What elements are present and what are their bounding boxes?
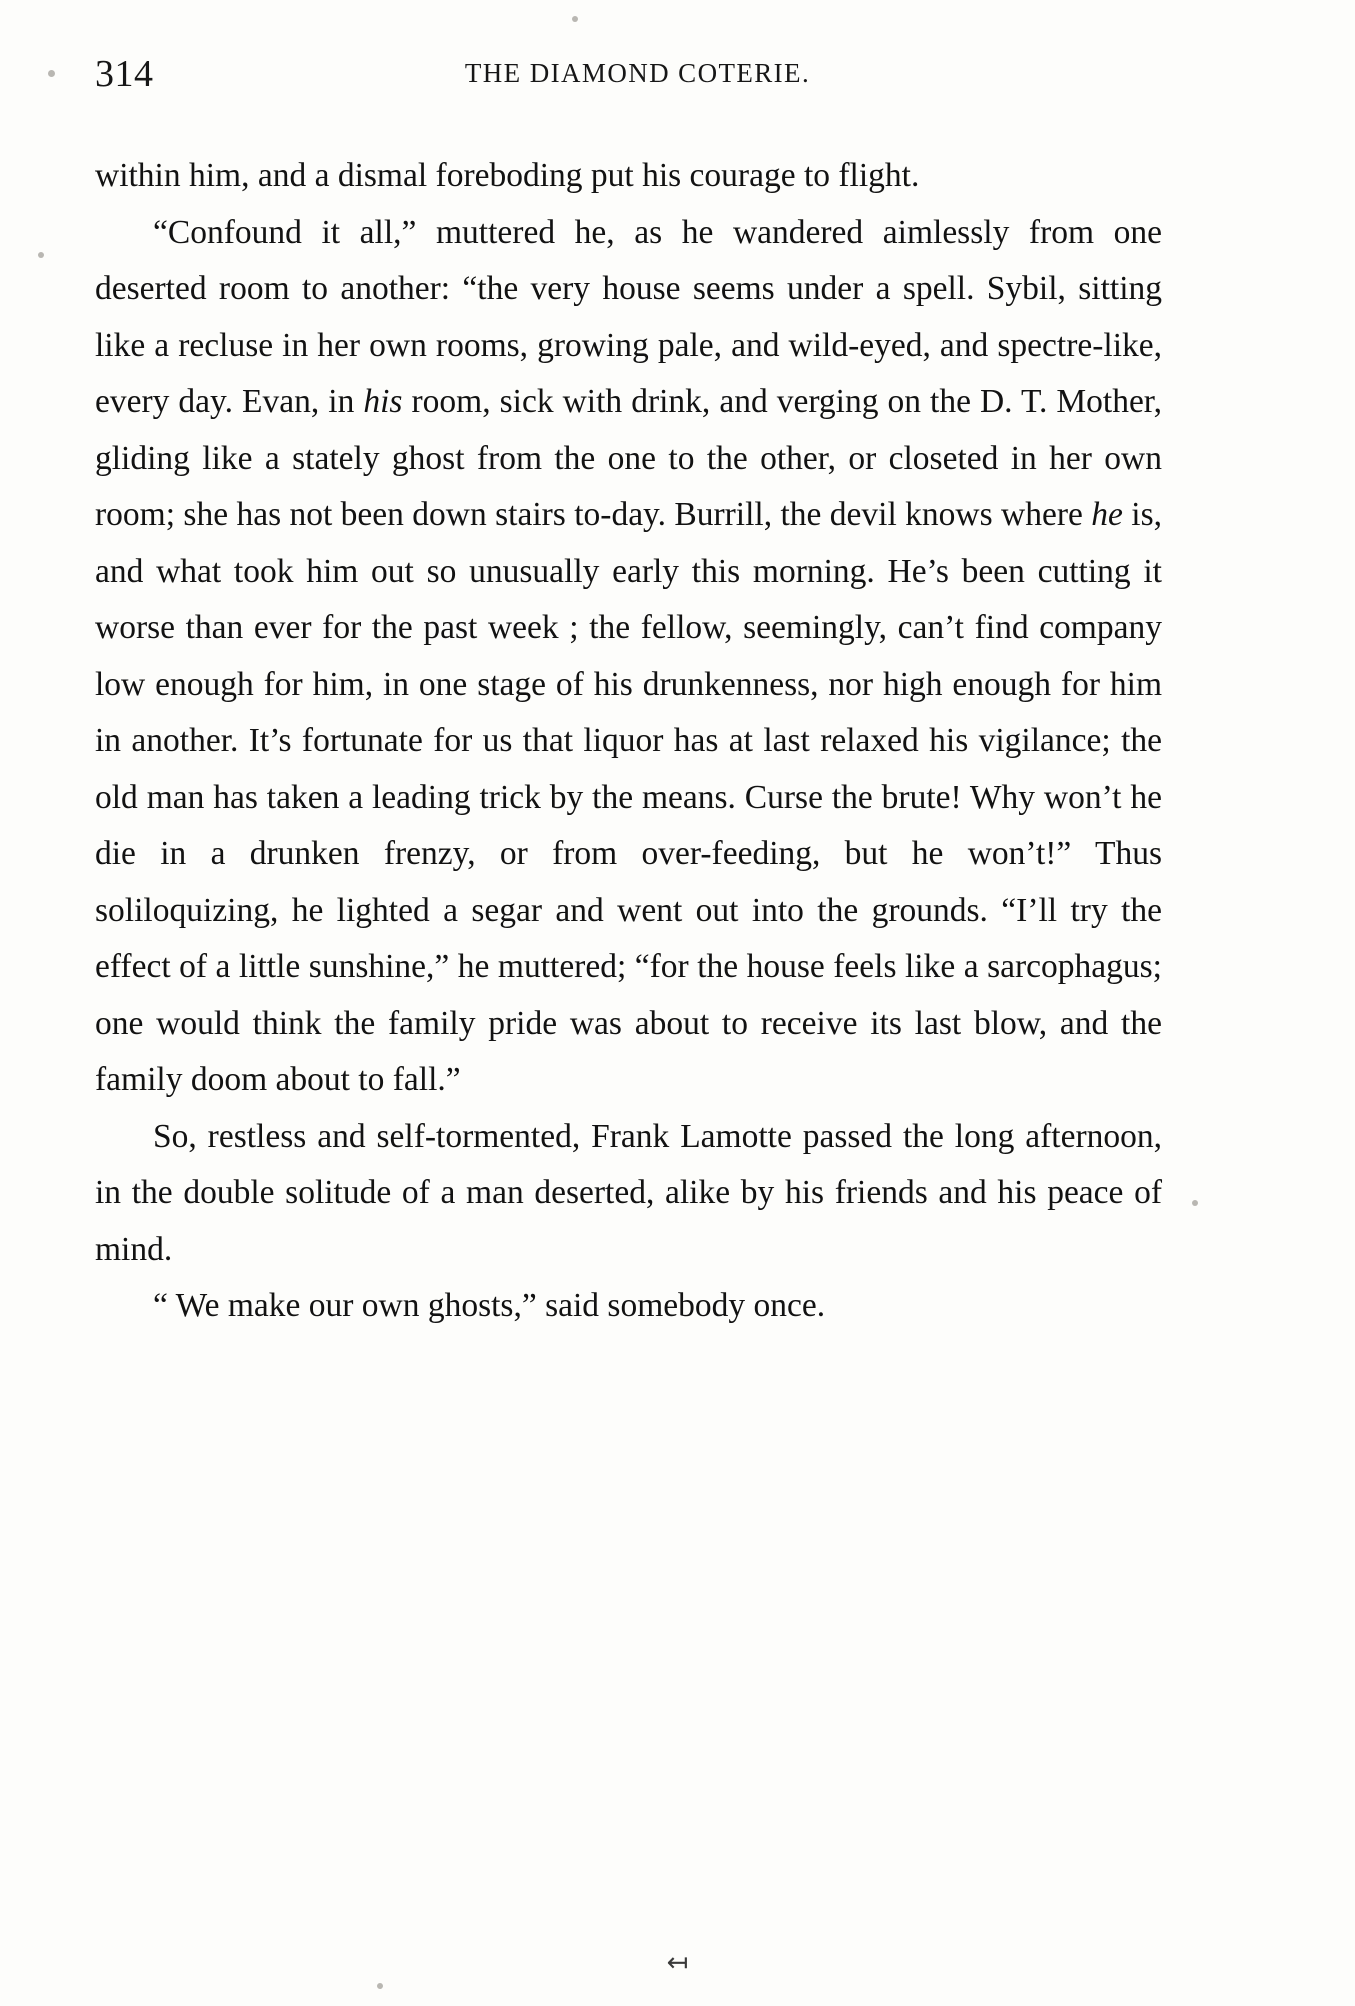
page-number: 314 bbox=[95, 53, 154, 95]
paragraph-3: So, restless and self-tormented, Frank Lamotte passed the long afternoon, in the double solitude of a man deserted, alike by his friends and his peace of mind. bbox=[95, 1117, 1162, 1268]
italic-word: his bbox=[363, 383, 403, 420]
paper-speck bbox=[48, 70, 55, 77]
italic-word: he bbox=[1091, 496, 1123, 533]
running-head: THE DIAMOND COTERIE. bbox=[464, 58, 811, 88]
body-text bbox=[95, 148, 1162, 1335]
paper-speck bbox=[1192, 1200, 1198, 1206]
paper-speck bbox=[572, 16, 578, 22]
paragraph-2-text: “Confound it all,” muttered he, as he wandered aimlessly from one deserted room to another: “the very house seems under a spell. Sybil, sitting like a recluse in her own rooms, growing pale, and wild-eyed, and spectre-like, every day. Evan, in his room, sick with drink, and verging on the D. T. Mother, gliding like a stately ghost from the one to the other, or closeted in her own room; she has not been down stairs to-day. Burrill, the devil knows where he is, and what took him out so unusually early this morning. He’s been cutting it worse than ever for the past week ; the fellow, seemingly, can’t find company low enough for him, in one stage of his drunkenness, nor high enough for him in another. It’s fortunate for us that liquor has at last relaxed his vigilance; the old man has taken a leading trick by the means. Curse the brute! Why won’t he die in a drunken frenzy, or from over-feeding, but he won’t!” Thus soliloquizing, he lighted a segar and went out into the grounds. “I’ll try the effect of a little sunshine,” he muttered; “for the house feels like a sarcophagus; one would think the family pride was about to receive its last blow, and the family doom about to fall.” bbox=[95, 213, 1162, 1098]
page-header bbox=[95, 52, 1255, 102]
footer-mark: ↤ bbox=[666, 1948, 689, 1977]
paragraph-4: “ We make our own ghosts,” said somebody once. bbox=[153, 1287, 826, 1324]
paragraph-2 bbox=[95, 205, 1162, 1109]
paper-speck bbox=[38, 252, 44, 258]
paper-speck bbox=[377, 1983, 383, 1989]
paragraph-1: within him, and a dismal foreboding put his courage to flight. bbox=[95, 157, 920, 194]
